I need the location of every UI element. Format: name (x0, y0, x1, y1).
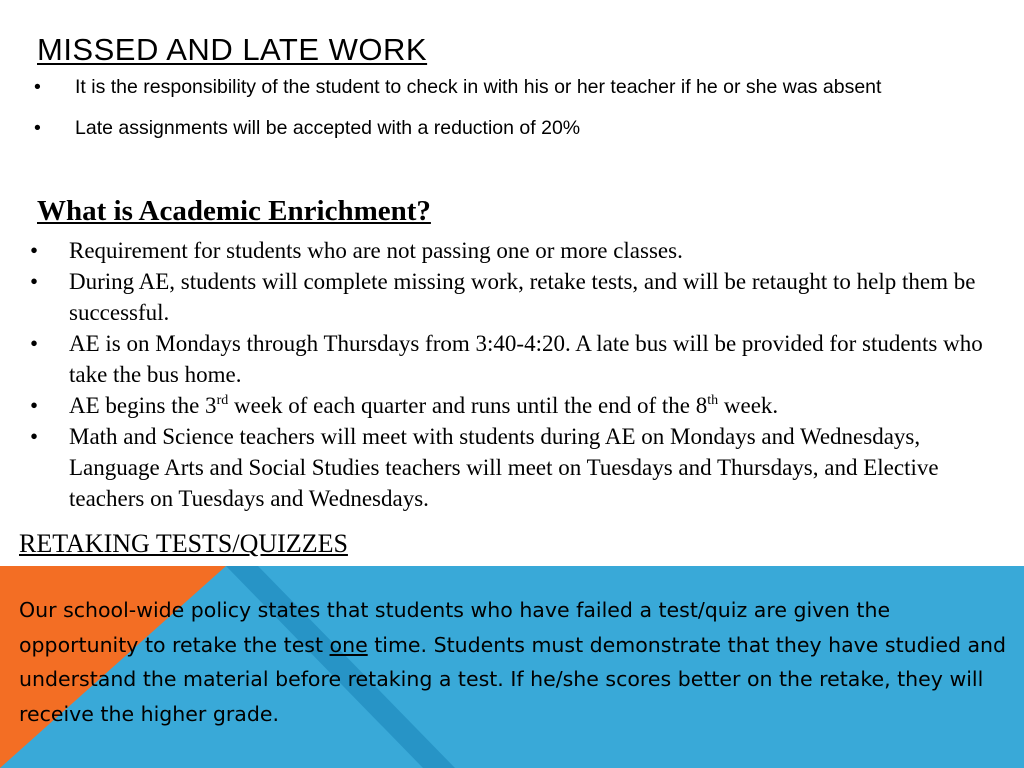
list-item-text: During AE, students will complete missing work, retake tests, and will be retaught to help them be successful. (69, 269, 976, 325)
list-item-text (69, 393, 778, 418)
policy-text-1: Our school-wide policy states that students who have failed a test/quiz are given the opportunity to retake the test (19, 598, 891, 657)
list-item-text: AE is on Mondays through Thursdays from 3:40-4:20. A late bus will be provided for students who take the bus home. (69, 331, 983, 387)
list-item (28, 421, 983, 514)
retake-policy-paragraph (19, 593, 1009, 731)
missed-late-work-title: MISSED AND LATE WORK (37, 32, 428, 67)
bullet-icon: • (30, 238, 39, 263)
bullet-icon: • (30, 393, 39, 418)
retaking-tests-title: RETAKING TESTS/QUIZZES (19, 529, 348, 558)
list-item-text: Late assignments will be accepted with a reduction of 20% (75, 117, 581, 139)
list-item-text: Requirement for students who are not passing one or more classes. (69, 238, 683, 263)
bullet-icon: • (34, 117, 41, 139)
missed-late-work-list (34, 74, 984, 142)
ae-begins-text-3: week. (718, 393, 779, 418)
list-item (28, 266, 983, 328)
ae-begins-text-1: AE begins the 3 (69, 393, 217, 418)
academic-enrichment-title: What is Academic Enrichment? (37, 195, 431, 227)
list-item-text: It is the responsibility of the student to check in with his or her teacher if he or she was absent (75, 76, 882, 98)
bullet-icon: • (30, 331, 39, 356)
bullet-icon: • (34, 76, 41, 98)
bullet-icon: • (30, 424, 39, 449)
policy-text-2: time. Students must demonstrate that they have studied and understand the material before retaking a test. If he/she scores better on the retake, they will receive the higher grade. (19, 632, 1007, 726)
list-item (28, 328, 983, 390)
list-item (28, 235, 983, 266)
list-item (34, 74, 984, 101)
list-item (28, 390, 983, 421)
ordinal-suffix: th (707, 393, 719, 408)
ae-begins-text-2: week of each quarter and runs until the end of the 8 (228, 393, 708, 418)
academic-enrichment-list (28, 235, 983, 514)
bullet-icon: • (30, 269, 39, 294)
list-item (34, 115, 984, 142)
list-item-text: Math and Science teachers will meet with students during AE on Mondays and Wednesdays, Language Arts and Social Studies teachers will meet on Tuesdays and Thursdays, and Elective teachers on Tuesdays and Wednesdays. (69, 424, 939, 511)
ordinal-suffix: rd (216, 393, 229, 408)
policy-emphasis-one: one (329, 632, 368, 657)
